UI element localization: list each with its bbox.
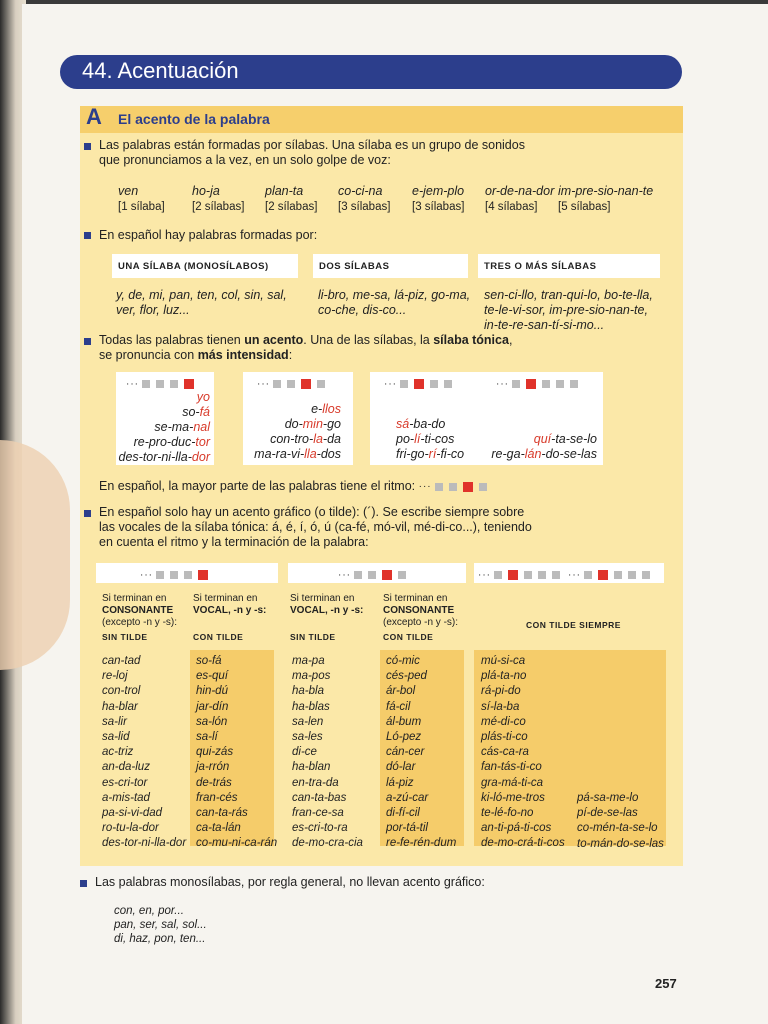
bullet-icon — [84, 143, 91, 150]
example-word: im-pre-sio-nan-te — [558, 184, 654, 198]
mono-example-1: con, en, por... — [114, 905, 184, 917]
word-item: por-tá-til — [386, 822, 428, 835]
word-item: pá-sa-me-lo — [577, 792, 639, 804]
word-item: an-da-luz — [102, 761, 150, 774]
word-list-6 — [577, 791, 664, 852]
word-item: so-fá — [196, 655, 222, 667]
accent-line-2: se pronuncia con más intensidad: — [99, 348, 293, 362]
word-item: ac-triz — [102, 746, 134, 759]
word-item: plás-ti-co — [481, 731, 528, 744]
decorative-shape — [0, 440, 70, 670]
pattern-box: ··· — [288, 563, 466, 583]
col-tag-1: SIN TILDE — [102, 632, 148, 642]
word-item: cés-ped — [386, 670, 427, 683]
word-list-5 — [481, 654, 565, 852]
example-word: co-ci-na — [338, 184, 383, 198]
type-header-three: TRES O MÁS SÍLABAS — [484, 261, 597, 272]
example-count: [2 sílabas] — [265, 201, 318, 213]
rhythm-words — [119, 390, 210, 465]
word-item: Ló-pez — [386, 731, 422, 744]
word-item: fan-tás-ti-co — [481, 761, 542, 774]
rhythm-pattern: ··· — [496, 375, 581, 393]
example-word: plan-ta — [265, 184, 304, 198]
word-item: sa-len — [292, 715, 324, 728]
word-item: ál-bum — [386, 715, 422, 728]
page-number: 257 — [655, 976, 677, 991]
rhythm-box — [243, 372, 353, 465]
rhythm-note: En español, la mayor parte de las palabras tiene el ritmo: ··· — [99, 479, 490, 494]
word-item: co-mu-ni-ca-rán — [196, 837, 278, 850]
three-examples-2: te-le-vi-sor, im-pre-sio-nan-te, — [484, 303, 648, 317]
word-item: fá-cil — [386, 700, 411, 713]
col-header-4: Si terminan en CONSONANTE (excepto -n y -s): — [383, 593, 459, 628]
word-item: ma-pa — [292, 655, 325, 667]
word-item: re-loj — [102, 670, 128, 683]
word-item: dó-lar — [386, 761, 416, 774]
rhythm-word: so-fá — [182, 405, 210, 419]
rhythm-word: re-pro-duc-tor — [133, 435, 210, 449]
col-header-1: Si terminan en CONSONANTE (excepto -n y -s): — [102, 593, 178, 628]
word-item: sa-lir — [102, 715, 127, 728]
col-tag-5: CON TILDE SIEMPRE — [526, 620, 621, 630]
word-item: can-tad — [102, 655, 141, 667]
example-word: ven — [118, 184, 139, 198]
word-item: an-ti-pá-ti-cos — [481, 822, 552, 835]
example-word: e-jem-plo — [412, 184, 465, 198]
word-item: gra-má-ti-ca — [481, 776, 543, 789]
three-examples-3: in-te-re-san-tí-si-mo... — [484, 318, 605, 332]
word-item: plá-ta-no — [481, 670, 527, 683]
example-count: [3 sílabas] — [412, 201, 465, 213]
chapter-title-bar — [60, 55, 682, 89]
word-item: pa-si-vi-dad — [102, 807, 163, 820]
word-item: cán-cer — [386, 746, 425, 759]
word-item: ja-rrón — [196, 761, 230, 774]
example-count: [1 sílaba] — [118, 201, 165, 213]
word-item: di-fí-cil — [386, 807, 420, 820]
section-title: El acento de la palabra — [118, 111, 270, 127]
word-item: sa-les — [292, 731, 323, 744]
three-examples-1: sen-ci-llo, tran-qui-lo, bo-te-lla, — [484, 288, 653, 302]
rhythm-word: quí-ta-se-lo — [533, 432, 597, 446]
word-item: to-mán-do-se-las — [577, 837, 664, 850]
rhythm-word: re-ga-lán-do-se-las — [491, 447, 597, 461]
example-count: [3 sílabas] — [338, 201, 391, 213]
word-item: es-cri-tor — [102, 776, 148, 789]
bullet-icon — [84, 510, 91, 517]
word-list-2 — [196, 654, 277, 852]
rhythm-words — [396, 417, 464, 462]
word-item: es-quí — [196, 670, 228, 683]
word-item: sa-lí — [196, 731, 218, 744]
word-item: pí-de-se-las — [577, 807, 638, 820]
col-tag-4: CON TILDE — [383, 632, 434, 642]
rhythm-box — [116, 372, 214, 465]
rhythm-word: des-tor-ni-lla-dor — [118, 450, 210, 464]
rhythm-word: do-min-go — [284, 417, 341, 431]
rhythm-pattern: ··· — [384, 375, 455, 393]
word-item: re-fe-rén-dum — [386, 837, 457, 850]
rhythm-box — [370, 372, 603, 465]
word-item: te-lé-fo-no — [481, 807, 534, 820]
type-header-box — [313, 254, 468, 278]
pattern-box: ··· — [96, 563, 278, 583]
word-item: hin-dú — [196, 685, 228, 698]
word-item: ma-pos — [292, 670, 331, 683]
word-item: de-trás — [196, 776, 232, 789]
word-item: con-trol — [102, 685, 141, 698]
word-item: es-cri-to-ra — [292, 822, 348, 835]
word-item: a-mis-tad — [102, 791, 150, 804]
word-item: can-ta-bas — [292, 791, 347, 804]
word-item: cás-ca-ra — [481, 746, 529, 759]
bullet-icon — [84, 232, 91, 239]
col-header-3: Si terminan en VOCAL, -n y -s: — [290, 593, 364, 616]
rhythm-word: ma-ra-vi-lla-dos — [254, 447, 341, 461]
example-count: [5 sílabas] — [558, 201, 611, 213]
word-item: ki-ló-me-tros — [481, 791, 545, 804]
example-word: or-de-na-dor — [485, 184, 555, 198]
rhythm-pattern: ··· — [126, 375, 197, 393]
mono-examples-1: y, de, mi, pan, ten, col, sin, sal, — [116, 288, 287, 302]
word-item: can-ta-rás — [196, 807, 248, 820]
chapter-title: 44. Acentuación — [82, 58, 239, 83]
word-item: ca-ta-lán — [196, 822, 241, 835]
rhythm-word: yo — [196, 390, 210, 404]
bullet-icon — [84, 338, 91, 345]
word-item: mú-si-ca — [481, 655, 526, 667]
rhythm-word: sá-ba-do — [396, 417, 446, 431]
rhythm-word: po-lí-ti-cos — [396, 432, 455, 446]
example-word: ho-ja — [192, 184, 220, 198]
word-item: mé-di-co — [481, 715, 526, 728]
word-item: sa-lón — [196, 715, 228, 728]
mono-rule: Las palabras monosílabas, por regla general, no llevan acento gráfico: — [95, 875, 485, 889]
word-item: jar-dín — [196, 700, 229, 713]
rhythm-words — [491, 432, 597, 462]
word-item: rá-pi-do — [481, 685, 521, 698]
graphic-line-1: En español solo hay un acento gráfico (o tilde): (´). Se escribe siempre sobre — [99, 505, 525, 519]
word-list-3 — [292, 654, 363, 852]
word-item: de-mo-cra-cia — [292, 837, 363, 850]
word-item: qui-zás — [196, 746, 234, 759]
mono-examples-2: ver, flor, luz... — [116, 303, 190, 317]
word-item: en-tra-da — [292, 776, 339, 789]
word-item: ha-bla — [292, 685, 324, 698]
word-item: fran-ce-sa — [292, 807, 344, 820]
intro-line-2: que pronunciamos a la vez, en un solo golpe de voz: — [99, 153, 391, 167]
word-item: de-mo-crá-ti-cos — [481, 837, 565, 850]
example-count: [4 sílabas] — [485, 201, 538, 213]
type-header-two: DOS SÍLABAS — [319, 261, 390, 272]
word-item: ha-blas — [292, 700, 330, 713]
graphic-line-3: en cuenta el ritmo y la terminación de la palabra: — [99, 535, 369, 549]
word-item: co-mén-ta-se-lo — [577, 822, 658, 835]
formed-by-text: En español hay palabras formadas por: — [99, 228, 318, 242]
type-header-mono: UNA SÍLABA (MONOSÍLABOS) — [118, 261, 269, 272]
pattern-box: ··· ··· — [474, 563, 664, 583]
mono-example-2: pan, ser, sal, sol... — [114, 919, 207, 931]
word-item: fran-cés — [196, 791, 238, 804]
word-item: des-tor-ni-lla-dor — [102, 837, 187, 850]
word-item: ha-blar — [102, 700, 138, 713]
word-item: di-ce — [292, 746, 317, 759]
intro-line-1: Las palabras están formadas por sílabas. Una sílaba es un grupo de sonidos — [99, 138, 525, 152]
word-item: sa-lid — [102, 731, 130, 744]
rhythm-word: se-ma-nal — [154, 420, 210, 434]
word-item: ha-blan — [292, 761, 331, 774]
type-header-box — [112, 254, 298, 278]
rhythm-pattern: ··· — [257, 375, 328, 393]
accent-line-1: Todas las palabras tienen un acento. Una de las sílabas, la sílaba tónica, — [99, 333, 513, 347]
type-header-box — [478, 254, 660, 278]
rhythm-word: fri-go-rí-fi-co — [396, 447, 465, 461]
section-letter: A — [86, 104, 102, 129]
word-item: ro-tu-la-dor — [102, 822, 159, 835]
two-examples-2: co-che, dis-co... — [318, 303, 407, 317]
bullet-icon — [80, 880, 87, 887]
two-examples-1: li-bro, me-sa, lá-piz, go-ma, — [318, 288, 471, 302]
graphic-line-2: las vocales de la sílaba tónica: á, é, í, ó, ú (ca-fé, mó-vil, mé-di-co...), teniendo — [99, 520, 532, 534]
mono-example-3: di, haz, pon, ten... — [114, 933, 206, 945]
col-tag-3: SIN TILDE — [290, 632, 336, 642]
example-count: [2 sílabas] — [192, 201, 245, 213]
word-item: lá-piz — [386, 776, 414, 789]
rhythm-word: e-llos — [311, 402, 341, 416]
word-item: sí-la-ba — [481, 700, 520, 713]
rhythm-words — [254, 402, 341, 462]
word-item: a-zú-car — [386, 791, 429, 804]
rhythm-word: con-tro-la-da — [270, 432, 341, 446]
word-list-4 — [386, 654, 456, 852]
word-list-1 — [102, 654, 186, 852]
col-header-2: Si terminan en VOCAL, -n y -s: — [193, 593, 267, 616]
col-tag-2: CON TILDE — [193, 632, 244, 642]
word-item: ár-bol — [386, 685, 416, 698]
word-item: có-mic — [386, 655, 420, 667]
